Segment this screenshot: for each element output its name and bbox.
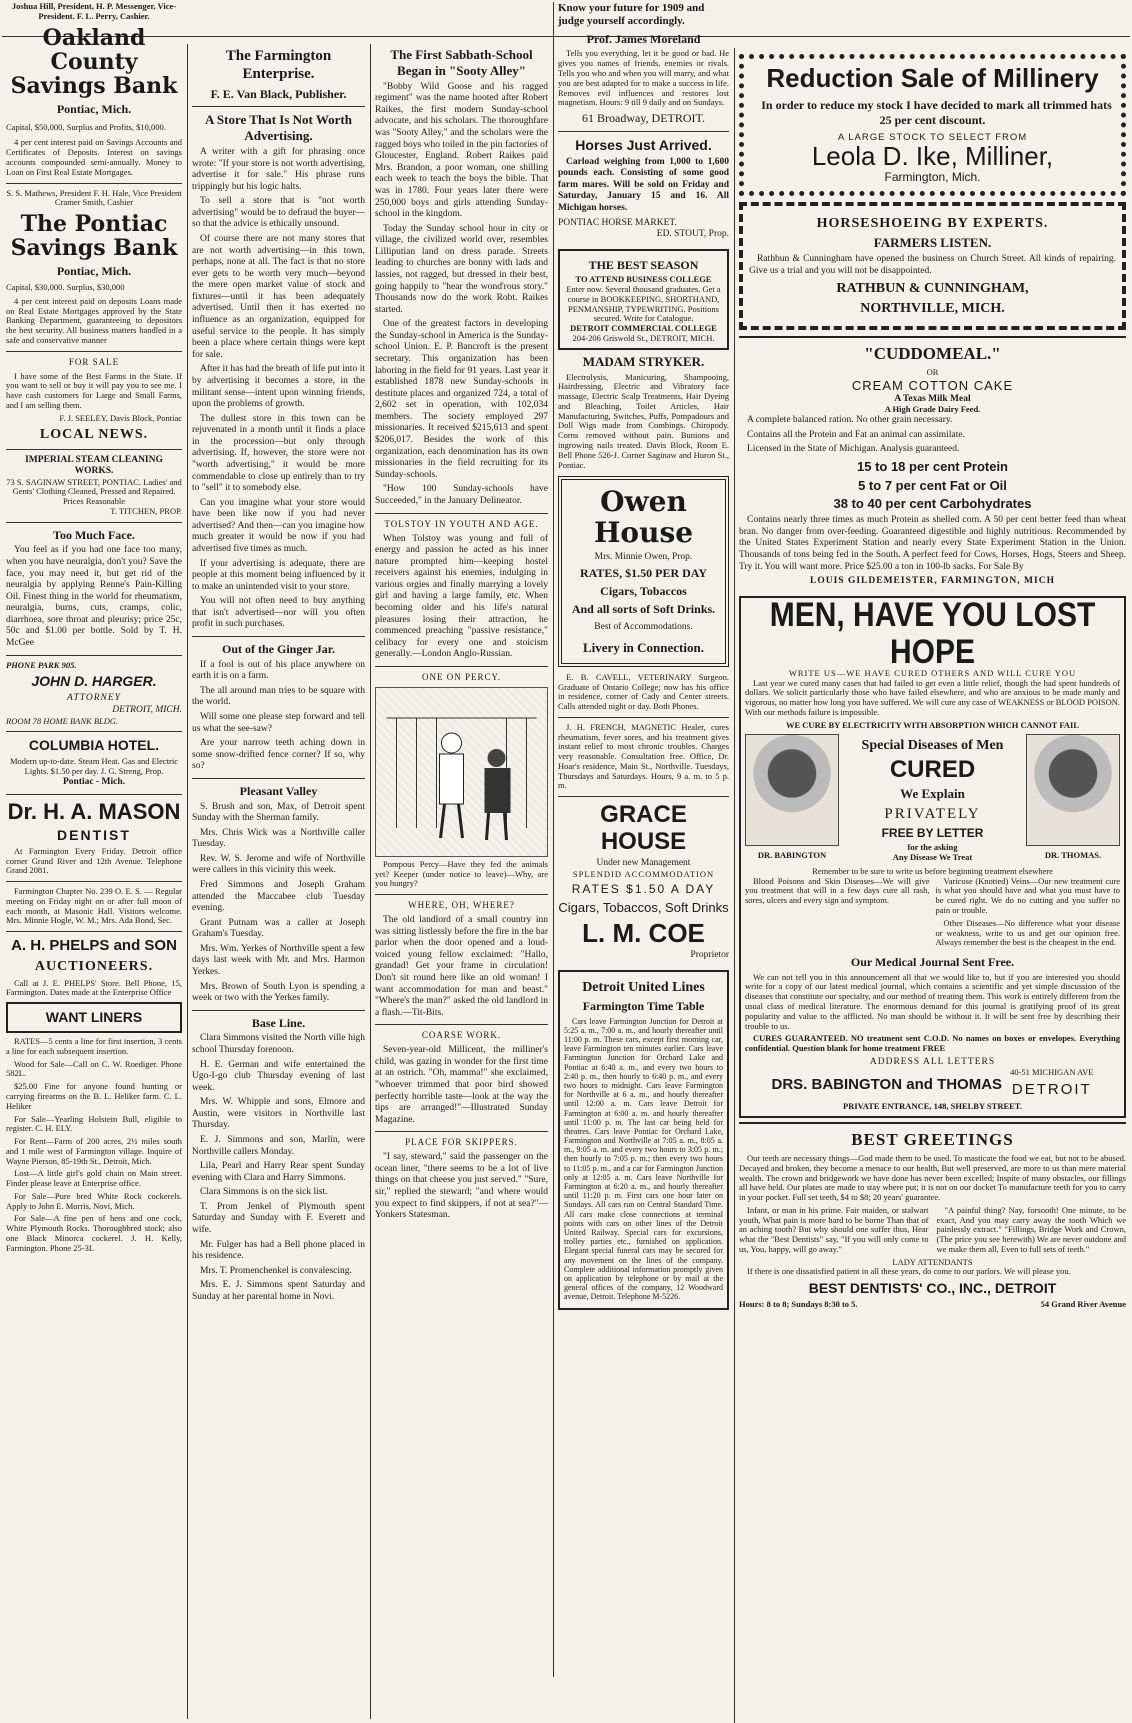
- sabbath-paragraph: One of the greatest factors in developing the Sunday-school in America is the Sunday-school Union. E. P. Bancroft is the present secretary. This organization has been laboring in the field for 91 years. Last year it established 1878 new Sunday-schools in destitute places and organized 724, a total of 2,602 set in operation, with 102,034 members. The society employed 297 missionaries. It received $215,613 and spent $206,017. Besides the work of this organization, each denomination has its own missionaries in the field recruiting for its Sunday-schools.: [375, 319, 548, 480]
- ginger-heading: Out of the Ginger Jar.: [222, 642, 335, 657]
- grace-rates: RATES $1.50 A DAY: [571, 882, 716, 897]
- base-item: E. J. Simmons and son, Marlin, were Northville callers Monday.: [192, 1135, 365, 1157]
- valley-item: Fred Simmons and Joseph Graham attended the Maccabee club Tuesday evening.: [192, 879, 365, 914]
- want-rates: RATES—5 cents a line for first insertion, 3 cents a line for each subsequent insertion.: [6, 1036, 182, 1056]
- cud-or: OR: [926, 367, 939, 378]
- greet-footer: [739, 1300, 1126, 1310]
- cud-protein: 15 to 18 per cent Protein: [857, 458, 1008, 474]
- bank2-capital: Capital, $30,000. Surplus, $30,000: [6, 282, 125, 293]
- babington-photo-icon: [745, 734, 839, 846]
- tolstoy-heading: TOLSTOY IN YOUTH AND AGE.: [384, 518, 539, 529]
- college-sub: TO ATTEND BUSINESS COLLEGE: [575, 274, 712, 285]
- men-special: Special Diseases of Men: [861, 738, 1004, 754]
- base-item: Mr. Fulger has had a Bell phone placed in his residence.: [192, 1239, 365, 1262]
- want-item: For Sale—Pure bred White Rock cockerels. Apply to John E. Morris, Novi, Mich.: [6, 1190, 182, 1211]
- column-3: [370, 44, 552, 1719]
- forsale-signature: F. J. SEELEY, Davis Block, Pontiac: [59, 412, 182, 423]
- percy-cartoon-icon: [376, 688, 547, 856]
- millinery-name: Leola D. Ike, Milliner,: [811, 141, 1054, 172]
- harger-room: ROOM 78 HOME BANK BLDG.: [6, 715, 119, 726]
- want-item: For Sale—Yearling Holstein Bull, eligible to register. C. H. ELY.: [6, 1113, 182, 1134]
- men-explain: We Explain: [900, 785, 965, 801]
- greet-poems: [739, 1206, 1126, 1258]
- stryker-heading: MADAM STRYKER.: [582, 353, 705, 369]
- grace-cigars: Cigars, Tobaccos, Soft Drinks: [558, 899, 729, 915]
- cud-carb: 38 to 40 per cent Carbohydrates: [833, 496, 1032, 512]
- where-text: The old landlord of a small country inn was sitting listlessly before the fire in the bar parlor when the door opened and a loud-voiced young fellow exclaimed: "Hallo, grandad! Get your frame in circulation! Don't sit round here like an old woman! I want accommodation for man and beast." "Where's the man?" asked the old landlord in a flash.—Tit-Bits.: [375, 915, 548, 1018]
- bank1-name: Oakland County Savings Bank: [10, 24, 178, 99]
- greet-text: Our teeth are necessary things—God made them to be used. To masticate the food we eat, but not to be abused. Decayed and broken, they become a menace to our health, But well preserved, are more to us than mere material wealth. The crown and bridgework we have done has never been excelled; Inspite of many obstacles, our fillings all have held. Our plates are made to stay where put; it is not on our docket To manufacture teeth for you to carry in your pocket. Full set teeth, $4 to $8; 20 years' guarantee.: [739, 1152, 1126, 1203]
- chapter-text: Farmington Chapter No. 239 O. E. S. — Regular meeting on Friday night on or after full moon of each month, at Masonic Hall. Visitors welcome. Mrs. Minnie Hogle, W. M.; Mrs. Ada Bond, Sec.: [6, 886, 182, 926]
- masthead: The Farmington Enterprise.: [225, 48, 332, 83]
- valley-item: Mrs. Chris Wick was a Northville caller Tuesday.: [192, 827, 365, 850]
- cavell-text: E. B. CAVELL, VETERINARY Surgeon. Graduate of Ontario College; now has his office in residence, corner of Cady and Center streets. Calls attended night or day. Both Phones.: [558, 671, 729, 712]
- moreland-text: Tells you everything, let it be good or bad. He gives you names of friends, enemies or rivals. Tells you who and when you will marry, and what you are best adapted for to make a success in life. Removes evil influences and restores lost magnetism. Hours: 9 till 9 daily and on Sundays.: [558, 48, 729, 108]
- column-1: [2, 2, 186, 1677]
- journal-text: We can not tell you in this announcement all that we would like to, but if you are interested you should write for a copy of our latest medical journal, which contains a scientific and yet simple discussion of the diseases that constitute our specialty, and our method of treating them. This work is entirely different from the usual class of medical literature. The enormous demand for this journal is gratifying proof of its great popularity and value to the afflicted. No man should be without it. It will be sent free by describing their trouble to us.: [745, 971, 1120, 1031]
- cud-heading: "CUDDOMEAL.": [864, 344, 1001, 364]
- sabbath-article: [375, 82, 548, 508]
- college-text: Enter now. Several thousand graduates. Get a course in BOOKKEEPING, SHORTHAND, PENMANSHIP, TYPEWRITING. Positions secured. Write for Catalogue.: [566, 284, 721, 324]
- cud-sub3: A High Grade Dairy Feed.: [884, 404, 981, 415]
- store-article: [192, 147, 365, 631]
- cud-lines: [739, 415, 1126, 456]
- want-liners-heading: WANT LINERS: [45, 1009, 143, 1026]
- steam-signature: T. TITCHEN, PROP.: [110, 506, 182, 516]
- steam-text: 73 S. SAGINAW STREET, PONTIAC. Ladies' and Gents' Clothing Cleaned, Pressed and Repaired. Prices Reasonable: [6, 476, 182, 507]
- greet-heading: BEST GREETINGS: [851, 1130, 1014, 1150]
- dr-babington-label: DR. BABINGTON: [757, 849, 827, 860]
- store-heading: A Store That Is Not Worth Advertising.: [205, 112, 352, 144]
- bank1-place: Pontiac, Mich.: [56, 102, 132, 117]
- millinery-stock: A LARGE STOCK TO SELECT FROM: [837, 131, 1028, 143]
- owen-cigars: Cigars, Tobaccos: [600, 584, 687, 599]
- greet-address: 54 Grand River Avenue: [1040, 1299, 1126, 1310]
- store-paragraph: Can you imagine what your store would have been like now if you had never advertised? And then—can you imagine how much greater it would be now if you had advertised five times as much.: [192, 497, 365, 555]
- millinery-heading: Reduction Sale of Millinery: [766, 63, 1099, 93]
- percy-heading: ONE ON PERCY.: [421, 671, 502, 682]
- bank2-text: 4 per cent interest paid on deposits Loans made on Real Estate Mortgages approved by the State Banking Department, guaranteeing to depositors the best security. All business matters handled in a safe and conservative manner: [6, 295, 182, 345]
- store-paragraph: If your advertising is adequate, there are people at this moment being influenced by it to make an unintended visit to your store.: [192, 558, 365, 592]
- coarse-text: Seven-year-old Millicent, the milliner's child, was gazing in wonder for the first time at an ostrich. "Oh, mamma!" she exclaimed, "whoever trimmed that poor bird showed perfectly horrible taste—look at the way the tips are arranged!"—Illustrated Sunday Magazine.: [375, 1045, 548, 1125]
- men-portraits-row: [745, 734, 1120, 863]
- cud-line: Contains all the Protein and Fat an animal can assimilate.: [747, 429, 965, 440]
- college-ad: [558, 249, 729, 350]
- dul-ad: [558, 970, 729, 1311]
- greet-right: "A painful thing? Nay, forsooth! One minute, to be exact, And you may carry away the tooth Which we painlessly extract." "Fillings, Bridge Work and Crown, (The price you see herewith) We are never outdone and we make them all, Even to full sets of teeth.": [936, 1204, 1126, 1254]
- column-2: [187, 44, 369, 1719]
- horseshoeing-sig2: NORTHVILLE, MICH.: [860, 301, 1005, 317]
- owen-livery: Livery in Connection.: [583, 639, 704, 655]
- steam-heading: IMPERIAL STEAM CLEANING WORKS.: [25, 454, 163, 477]
- owen-ad: [558, 476, 729, 666]
- store-paragraph: You will not often need to buy anything that isn't advertised—nor will you often profit in such purchases.: [192, 596, 365, 630]
- owen-best: Best of Accommodations.: [594, 622, 693, 633]
- forsale-heading: FOR SALE: [68, 356, 120, 367]
- men-remember: Remember to be sure to write us before beginning treatment elsewhere: [812, 865, 1053, 876]
- moreland-intro: Know your future for 1909 and judge yourself accordingly.: [558, 2, 705, 28]
- valley-item: Grant Putnam was a caller at Joseph Graham's Tuesday.: [192, 917, 365, 940]
- base-item: H. E. German and wife entertained the Ugo-I-go club Thursday evening of last week.: [192, 1059, 365, 1093]
- bank2-officers: S. S. Mathews, President F. H. Hale, Vice President Cramer Smith, Cashier: [6, 187, 182, 208]
- sabbath-paragraph: Today the Sunday school hour in city or village, the civilized world over, resembles Lilliputian land on dress parade. Streets leading to churches are bonny with lads and lassies, not ragged, but dressed in their best, going happily to "hear the wond'rous story." Thousands now do the work Robt. Raikes started.: [375, 223, 548, 315]
- want-item: For Rent—Farm of 200 acres, 2½ miles south and 1 mile west of Farmington village. Inquire of Wayne Pierson, 85-19th St., Detroit, Mich.: [6, 1136, 182, 1166]
- valley-item: Mrs. Wm. Yerkes of Northville spent a few days last week with Mr. and Mrs. Harmon Yerkes.: [192, 943, 365, 978]
- harger-city: DETROIT, MICH.: [112, 705, 182, 716]
- french-text: J. H. FRENCH, MAGNETIC Healer, cures rheumatism, fever sores, and his treatment gives instant relief to most chronic troubles. Charges very reasonable. Consultation free. Office, Dr. Hoar's residence, Main St., Northville. Tuesdays, Thursdays and Saturdays. Hours, 9 a. m. to 5 p. m.: [558, 721, 729, 791]
- cud-text: Contains nearly three times as much Protein as shelled corn. A 50 per cent better feed than wheat bran. No danger from over-feeding. Guaranteed digestible and highly nutritious. Recommended by the United States Experiment Station and nearly every State Experiment Station in the Union. Thousands of tons being fed in the South. A perfect feed for Cows, Horses, Hogs, Steers and Sheep. Try it. You will want more. Price $25.00 a ton in 100-lb sacks. For Sale By: [739, 515, 1126, 572]
- moreland-address: 61 Broadway, DETROIT.: [582, 111, 705, 126]
- want-item: Wood for Sale—Call on C. W. Roediger. Phone 582L.: [6, 1058, 182, 1079]
- base-item: Mrs. W. Whipple and sons, Elmore and Austin, were visitors in Northville last Thursday.: [192, 1097, 365, 1131]
- men-sub: WRITE US—WE HAVE CURED OTHERS AND WILL CURE YOU: [788, 667, 1077, 678]
- owen-heading: Owen House: [593, 485, 694, 550]
- moreland-name: Prof. James Moreland: [586, 31, 701, 46]
- greet-left: Infant, or man in his prime. Fair maiden, or stalwart youth, What pain is more hard to be borne Than that of an aching tooth? But why should one suffer thus, Hear what the "Best Dentists" say, "If you will only come to us, You, happy, will go away.": [739, 1204, 929, 1254]
- address-row: [745, 1068, 1120, 1102]
- horseshoeing-text: Rathbun & Cunningham have opened the business on Church Street. All kinds of repairing. Give us a trial and you will not be disappointed.: [749, 253, 1116, 276]
- want-liners-box: [6, 1002, 182, 1033]
- harger-phone: PHONE PARK 905.: [6, 659, 77, 670]
- men-electricity: WE CURE BY ELECTRICITY WITH ABSORPTION WHICH CANNOT FAIL: [786, 719, 1079, 730]
- base-item: Mrs. E. J. Simmons spent Saturday and Sunday at her parental home in Novi.: [192, 1280, 365, 1302]
- cud-line: Licensed in the State of Michigan. Analysis guaranteed.: [747, 444, 960, 455]
- college-address: 204-206 Griswold St., DETROIT, MICH.: [572, 333, 715, 343]
- mason-name: Dr. H. A. MASON: [7, 798, 181, 824]
- address-heading: ADDRESS ALL LETTERS: [869, 1056, 996, 1067]
- want-item: Lost—A little girl's gold chain on Main street. Finder please leave at Enterprise office.: [6, 1168, 182, 1189]
- publisher: F. E. Van Black, Publisher.: [210, 86, 347, 101]
- store-paragraph: To sell a store that is "not worth advertising" would be to defraud the buyer—so that the advice is ethically unsound.: [192, 196, 365, 230]
- harger-name: JOHN D. HARGER.: [31, 673, 157, 690]
- harger-title: ATTORNEY: [67, 693, 121, 704]
- dul-sub: Farmington Time Table: [582, 999, 705, 1014]
- ginger-paragraph: Will some one please step forward and tell us what the see-saw?: [192, 712, 365, 734]
- owen-prop: Mrs. Minnie Owen, Prop.: [594, 551, 693, 562]
- men-blood: Blood Poisons and Skin Diseases—We will give you treatment that will in a few days cure all rash, sores, ulcers and every sign and symptom.: [745, 875, 930, 906]
- owen-rates: RATES, $1.50 PER DAY: [579, 566, 708, 581]
- forsale-text: I have some of the Best Farms in the State. If you want to sell or buy it will pay you to see me. I have cash customers for Large and Small Farms, and I am selling them.: [6, 370, 182, 410]
- college-name: DETROIT COMMERCIAL COLLEGE: [570, 323, 717, 334]
- thomas-photo-icon: [1026, 734, 1120, 846]
- address-street: 40-51 MICHIGAN AVE: [1010, 1067, 1094, 1078]
- stryker-text: Electrolysis, Manicuring, Shampooing, Hairdressing, Electric and Vibratory face massage, Electric Scalp Treatments, Hair Dyeing and Bleaching, Toilet Articles, Hair Manufacturing, Switches, Puffs, Pompadours and Doll Wigs made from Combings. Chiropody. Corns removed without pain. Bunions and ingrowing nails treated. Davis Block, Room E. Bell Phone 526-J. Corner Saginaw and Huron St., Pontiac.: [558, 371, 729, 470]
- dr-babington-portrait: [745, 734, 839, 860]
- valley-item: S. Brush and son, Max, of Detroit spent Sunday with the Sherman family.: [192, 801, 365, 824]
- men-free: FREE BY LETTER: [881, 825, 984, 840]
- column-5: [734, 48, 1130, 1723]
- journal-heading: Our Medical Journal Sent Free.: [850, 955, 1015, 970]
- percy-caption: Pompous Percy—Have they fed the animals yet? Keeper (under notice to leave)—Why, are you hungry?: [375, 858, 548, 889]
- base-item: Clara Simmons visited the North ville high school Thursday forenoon.: [192, 1033, 365, 1055]
- mason-text: At Farmington Every Friday. Detroit office corner Grand River and 12th Avenue. Telephone Grand 2081.: [6, 845, 182, 876]
- millinery-ad: [739, 54, 1126, 196]
- men-other: Other Diseases—No difference what your disease or weakness, write to us and get our opinion free. Always remember the best is the cheapest in the end.: [935, 917, 1120, 948]
- want-item: $25.00 Fine for anyone found hunting or carrying firearms on the B. L. Heliker farm. C. L. Heliker: [6, 1081, 182, 1111]
- percy-illustration: [375, 687, 548, 857]
- address-city: DETROIT: [1011, 1081, 1092, 1099]
- address-name: DRS. BABINGTON and THOMAS: [771, 1076, 1003, 1094]
- face-text: You feel as if you had one face too many, when you have neuralgia, don't you? Save the face, you may need it, but get rid of the neuralgia by applying Renne's Pain-Killing Oil. Finest thing in the world for rheumatism, neuralgia, burns, cuts, cramps, colic, diarrhoea, sore throat and pleurisy; price 25c, 50c and $1.00 per bottle. Sold by T. H. McGee: [6, 545, 182, 649]
- bank2-place: Pontiac, Mich.: [56, 264, 132, 279]
- cuddomeal-ad: [739, 336, 1126, 587]
- valley-item: Mrs. Brown of South Lyon is spending a week or two with the Yerkes family.: [192, 981, 365, 1004]
- cud-line: A complete balanced ration. No other grain necessary.: [747, 415, 953, 425]
- greet-hours: Hours: 8 to 8; Sundays 8:30 to 5.: [739, 1299, 858, 1310]
- dr-thomas-label: DR. THOMAS.: [1044, 849, 1102, 860]
- phelps-heading: A. H. PHELPS and SON: [11, 937, 177, 955]
- store-paragraph: The dullest store in this town can be rejuvenated in a month until it finds a place in the procession—but only through advertising. If, however, the store were not "worth advertising," it would be more commendable to close up entirely than to try to "sell" it to somebody else.: [192, 413, 365, 494]
- horses-text: Carload weighing from 1,000 to 1,600 pounds each. Consisting of some good farm mares. Will be sold on Friday and Saturday, January 15 and 16. All Michigan horses.: [558, 156, 729, 214]
- phelps-sub: AUCTIONEERS.: [34, 959, 154, 975]
- millinery-place: Farmington, Mich.: [884, 170, 981, 185]
- base-item: Lila, Pearl and Harry Rear spent Sunday evening with Clara and Harry Simmons.: [192, 1161, 365, 1183]
- skippers-text: "I say, steward," said the passenger on the ocean liner, "there seems to be a lot of live things on that cheese you just served." "Sure, sir," replied the steward; "and where would you expect to find skippers, if not at sea?"—Yonkers Statesman.: [375, 1152, 548, 1221]
- column-4: [553, 2, 733, 1677]
- want-list: [6, 1060, 182, 1254]
- address-private: PRIVATE ENTRANCE, 148, SHELBY STREET.: [843, 1101, 1022, 1112]
- want-item: For Sale—A fine pen of hens and one cock, White Plymouth Rocks. Thoroughbred stock; also one Black Minorca cockerel. J. H. Kelly, Farmington. Phone 25-3L: [6, 1213, 182, 1253]
- hotel-place: Pontiac - Mich.: [62, 776, 125, 787]
- bank1-officers: Joshua Hill, President, H. P. Messenger, Vice-President. F. L. Perry, Cashier.: [11, 2, 177, 21]
- men-heading: MEN, HAVE YOU LOST HOPE: [769, 595, 1096, 671]
- greet-name: BEST DENTISTS' CO., INC., DETROIT: [808, 1280, 1057, 1297]
- sabbath-paragraph: "Bobby Wild Goose and his ragged regiment" was the name hooted after Robert Raikes, the first modern Sunday-school advocate, and his scholars. The thoroughfare was "Sooty Alley," and the scholars were the ragged boys who toiled in the pin factories of Gloucester, England. Robert Raikes paid Mrs. Brandon, a poor woman, one shilling each week to teach the boys the bible. That was in 1780. Four years later there were 250,000 boys and girls attending Sunday-school in the kingdom.: [375, 81, 548, 220]
- where-heading: WHERE, OH, WHERE?: [408, 900, 515, 911]
- base-item: T. Prom Jenkel of Plymouth spent Saturday and Sunday with F. Everett and wife.: [192, 1201, 365, 1236]
- cud-signature: LOUIS GILDEMEISTER, FARMINGTON, MICH: [810, 576, 1055, 587]
- hotel-heading: COLUMBIA HOTEL.: [28, 737, 160, 754]
- grace-prop: Proprietor: [690, 950, 729, 961]
- sabbath-heading: The First Sabbath-School Began in "Sooty Alley": [390, 47, 533, 78]
- tolstoy-text: When Tolstoy was young and full of energy and passion he acted as his inner nature prompted him—keeping hostel receivers against his enemies, indulging in various orgies and finally marrying a lovely girl and having a large family, etc. When becoming older and his life's natural pleasures losing their attraction, he commenced preaching "passive resistance," celibacy for every one and stoicism generally.—London Anglo-Russian.: [375, 533, 548, 660]
- men-ad: [739, 596, 1126, 1118]
- journal-cures: CURES GUARANTEED. NO treatment sent C.O.D. No names on boxes or envelopes. Everything confidential. Question blank for home treatment FREE: [745, 1033, 1120, 1054]
- ginger-article: [192, 660, 365, 773]
- men-text: Last year we cured many cases that had failed to get even a little relief, though the had spent hundreds of dollars. We solicit particularly those who have failed elsewhere, and who are anxious to be made manly and vigorous, no matter how long you have suffered. We will cure any case of WEAKNESS or BLOOD POISON. With our methods failure is impossible.: [745, 677, 1120, 717]
- grace-coe: L. M. COE: [582, 917, 705, 948]
- ginger-paragraph: If a fool is out of his place anywhere on earth it is on a farm.: [192, 659, 365, 682]
- men-cured: CURED: [889, 756, 976, 784]
- store-paragraph: A writer with a gift for phrasing once wrote: "If your store is not worth advertising, advertise it for sale." His phrase runs trippingly but his logic halts.: [192, 146, 365, 192]
- local-news-heading: LOCAL NEWS.: [39, 427, 149, 443]
- face-heading: Too Much Face.: [53, 527, 135, 542]
- sabbath-paragraph: "How 100 Sunday-schools have Succeeded," in the January Delineator.: [375, 484, 548, 506]
- men-any: Any Disease We Treat: [892, 852, 973, 863]
- store-paragraph: After it has had the breath of life put into it by advertising it becomes a store, in the militant sense—intent upon winning friends, upon the problems of growth.: [192, 364, 365, 410]
- horses-sig1: PONTIAC HORSE MARKET.: [558, 217, 677, 228]
- mason-title: DENTIST: [57, 826, 131, 843]
- base-item: Mrs. T. Promenchenkel is convalescing.: [200, 1265, 352, 1276]
- grace-accommodation: SPLENDID ACCOMMODATION: [572, 868, 715, 879]
- horses-heading: Horses Just Arrived.: [575, 136, 712, 153]
- dr-thomas-portrait: [1026, 734, 1120, 860]
- ginger-paragraph: The all around man tries to be square with the world.: [192, 685, 365, 708]
- greet-note: If there is one dissatisfied patient in all these years, do come to our parlors. We will please you.: [747, 1266, 1071, 1277]
- dul-text: Cars leave Farmington Junction for Detroit at 5:25 a. m., 7:00 a. m., and hourly thereafter until 11:00 p. m. These cars, except first morning car, leave Farmington ten minutes earlier. Cars leave Farmington Junction for Orchard Lake and Pontiac at 6:40 a. m., and every two hours to 2:40 p. m., then hourly to 6:40 p. m., and every two hours to midnight. Cars leave Farmington for Northville at 6 a. m., and hourly thereafter until 12:00 a. m. Cars leave Detroit for Farmington at 6:00 a. m. and hourly thereafter until 11:00 p. m. The last car being held for theatres. Cars leave Pontiac for Orchard Lake, Farmington and Northville at 7:05 a. m., 8:05 a. m., 9:05 a. m. and every two hours to 3:05 p. m.; then hourly to 7:05 p. m.; then every two hours to 11:05 p. m., and a car for Farmington Junction only at 12:05 a. m. Cars leave Northville for Farmington at 6:20 a. m., and hourly thereafter until 11:20 p. m. First cars one hour later on Sundays. All cars run on Central Standard Time. All cars make close connections at terminal points with cars on other lines of the Detroit United Railway. Special cars for excursions, trolley parties etc., furnished on application. Elegant special funeral cars may be secured for any movement on the lines of the company. Complete additional information promptly given on application by telephone or by mail at the general offices of the company, 12 Woodward avenue, Detroit. Telephone M-5226.: [564, 1016, 723, 1302]
- horseshoeing-heading: HORSESHOEING BY EXPERTS.: [816, 216, 1049, 232]
- cud-sub: CREAM COTTON CAKE: [851, 377, 1014, 393]
- bank1-capital: Capital, $50,000, Surplus and Profits, $10,000.: [6, 121, 166, 132]
- horseshoeing-sig1: RATHBUN & CUNNINGHAM,: [836, 281, 1029, 297]
- valley-heading: Pleasant Valley: [239, 783, 318, 798]
- base-item: Clara Simmons is on the sick list.: [200, 1187, 328, 1198]
- valley-item: Rev. W. S. Jerome and wife of Northville were callers in this vicinity this week.: [192, 853, 365, 876]
- skippers-heading: PLACE FOR SKIPPERS.: [405, 1137, 518, 1148]
- hotel-text: Modern up-to-date. Steam Heat. Gas and Electric Lights. $1.50 per day. J. G. Streng, Prop.: [9, 756, 179, 777]
- men-asking: for the asking: [907, 842, 958, 853]
- grace-management: Under new Management: [596, 857, 691, 868]
- men-center-text: [839, 734, 1026, 863]
- bank1-text: 4 per cent interest paid on Savings Accounts and Certificates of Deposits. Interest on savings accounts compounded semi-annually. Money to Loan on First Real Estate Mortgages.: [6, 137, 182, 177]
- ginger-paragraph: Are your narrow teeth aching down in some snow-drifted fence corner? If so, why so?: [192, 738, 365, 772]
- men-privately: PRIVATELY: [884, 805, 981, 822]
- phelps-text: Call at J. E. PHELPS' Store. Bell Phone, 15, Farmington. Dates made at the Enterprise Office: [6, 977, 182, 998]
- horseshoeing-ad: [739, 202, 1126, 330]
- millinery-text: In order to reduce my stock I have decided to mark all trimmed hats 25 per cent discount.: [761, 98, 1112, 127]
- base-article: [192, 1033, 365, 1303]
- men-varicose: Varicose (Knotted) Veins—Our new treatment cure is what you should have and what you must have to be cured right. We do no cutting and you suffer no pain or trouble.: [935, 875, 1120, 916]
- cud-sub2: A Texas Milk Meal: [894, 393, 971, 404]
- horseshoeing-sub: FARMERS LISTEN.: [873, 235, 992, 251]
- greet-lady: LADY ATTENDANTS: [892, 1256, 973, 1267]
- college-heading: THE BEST SEASON: [588, 257, 699, 272]
- valley-article: [192, 802, 365, 1005]
- bank2-name: The Pontiac Savings Bank: [10, 211, 178, 262]
- coarse-heading: COARSE WORK.: [421, 1030, 502, 1041]
- grace-heading: GRACE HOUSE: [600, 801, 687, 855]
- cud-fat: 5 to 7 per cent Fat or Oil: [858, 477, 1007, 493]
- base-heading: Base Line.: [251, 1015, 306, 1030]
- horses-sig2: ED. STOUT, Prop.: [656, 229, 729, 240]
- owen-drinks: And all sorts of Soft Drinks.: [571, 601, 716, 616]
- store-paragraph: Of course there are not many stores that are not worth advertising—in this town, perhaps, none at all. The fact is that no store ever gets to be worth very much—beyond the mere open market value of stock and fixtures—until it has been adequately advertised. Until then it has exerted no influence as an organization, equipped for useful service to the people. It has simply been a place where certain things were kept for sale.: [192, 233, 365, 360]
- greetings-ad: [739, 1122, 1126, 1310]
- men-treatments-row: [745, 877, 1120, 951]
- dul-heading: Detroit United Lines: [582, 979, 705, 995]
